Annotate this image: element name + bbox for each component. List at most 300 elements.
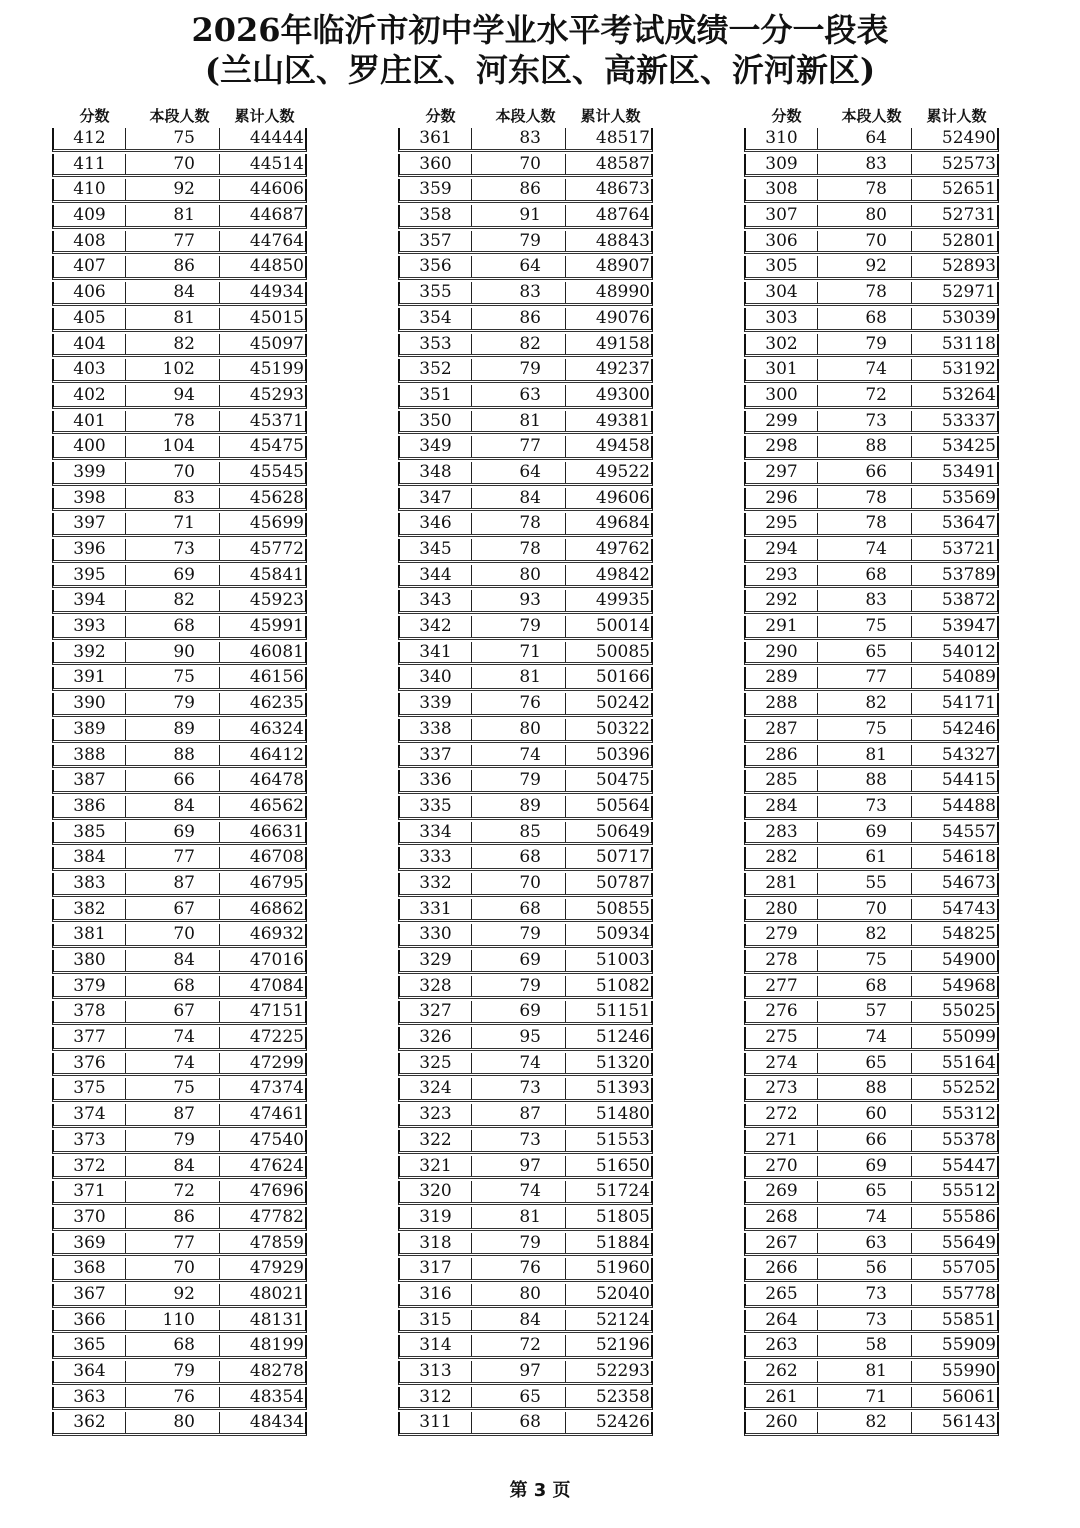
table-row [398, 1207, 653, 1231]
segment-count-cell: 92 [126, 179, 220, 200]
table-row [52, 1078, 307, 1102]
segment-count-cell: 74 [818, 539, 912, 560]
cumulative-count-cell: 52490 [941, 128, 996, 148]
table-row [744, 179, 999, 203]
segment-count-cell: 94 [126, 385, 220, 406]
table-row [398, 308, 653, 332]
score-cell: 343 [400, 590, 472, 611]
score-cell: 393 [54, 616, 126, 637]
score-cell: 292 [746, 590, 818, 611]
cumulative-count-cell: 54557 [941, 821, 996, 842]
table-row [398, 205, 653, 229]
cumulative-count-cell: 48021 [249, 1283, 304, 1304]
table-row [52, 1130, 307, 1154]
segment-count-cell: 66 [818, 1130, 912, 1151]
cumulative-count-cell: 45923 [249, 590, 304, 611]
cumulative-count-cell: 51553 [595, 1129, 650, 1150]
segment-count-cell: 68 [818, 565, 912, 586]
table-row [744, 488, 999, 512]
score-cell: 314 [400, 1335, 472, 1356]
cumulative-count-cell: 53192 [941, 359, 996, 380]
score-cell: 323 [400, 1104, 472, 1125]
cumulative-count-cell: 46795 [249, 872, 304, 893]
score-cell: 269 [746, 1181, 818, 1202]
score-cell: 308 [746, 179, 818, 200]
score-cell: 385 [54, 822, 126, 843]
table-row [744, 1335, 999, 1359]
score-cell: 364 [54, 1361, 126, 1382]
segment-count-cell: 81 [472, 667, 566, 688]
segment-count-cell: 69 [472, 1001, 566, 1022]
table-row [52, 334, 307, 358]
score-cell: 303 [746, 308, 818, 329]
score-cell: 328 [400, 976, 472, 997]
segment-count-cell: 82 [126, 334, 220, 355]
page-title: 2026年临沂市初中学业水平考试成绩一分一段表 [191, 11, 889, 49]
cumulative-count-cell: 46708 [249, 847, 304, 868]
segment-count-cell: 70 [126, 462, 220, 483]
score-cell: 300 [746, 385, 818, 406]
cumulative-count-cell: 48517 [595, 128, 650, 148]
segment-count-cell: 97 [472, 1156, 566, 1177]
table-row [52, 1258, 307, 1282]
score-cell: 321 [400, 1156, 472, 1177]
table-row [398, 1310, 653, 1334]
score-cell: 356 [400, 256, 472, 277]
cumulative-count-cell: 46081 [249, 641, 304, 662]
cumulative-count-cell: 51960 [595, 1258, 650, 1279]
cumulative-count-cell: 51320 [595, 1052, 650, 1073]
table-row [398, 179, 653, 203]
segment-count-cell: 70 [472, 154, 566, 175]
score-cell: 338 [400, 719, 472, 740]
cumulative-count-cell: 47151 [249, 1001, 304, 1022]
score-cell: 379 [54, 976, 126, 997]
score-cell: 268 [746, 1207, 818, 1228]
segment-count-cell: 57 [818, 1001, 912, 1022]
cumulative-count-cell: 45991 [249, 616, 304, 637]
score-cell: 368 [54, 1258, 126, 1279]
cumulative-count-cell: 47461 [249, 1104, 304, 1125]
score-cell: 270 [746, 1156, 818, 1177]
score-cell: 376 [54, 1053, 126, 1074]
cumulative-count-cell: 51650 [595, 1155, 650, 1176]
cumulative-count-cell: 51805 [595, 1206, 650, 1227]
segment-count-cell: 89 [472, 796, 566, 817]
table-row [398, 1053, 653, 1077]
score-cell: 284 [746, 796, 818, 817]
cumulative-count-cell: 44444 [249, 128, 304, 148]
segment-count-cell: 79 [818, 334, 912, 355]
segment-count-cell: 69 [472, 950, 566, 971]
segment-count-cell: 74 [126, 1053, 220, 1074]
segment-count-cell: 77 [126, 1233, 220, 1254]
table-row [52, 1156, 307, 1180]
segment-count-cell: 72 [818, 385, 912, 406]
header-segment-count: 本段人数 [495, 106, 556, 125]
score-cell: 302 [746, 334, 818, 355]
segment-count-cell: 65 [818, 642, 912, 663]
cumulative-count-cell: 54673 [941, 872, 996, 893]
score-cell: 405 [54, 308, 126, 329]
table-row [744, 385, 999, 409]
score-cell: 275 [746, 1027, 818, 1048]
score-cell: 402 [54, 385, 126, 406]
segment-count-cell: 74 [818, 359, 912, 380]
table-row [398, 1156, 653, 1180]
segment-count-cell: 79 [472, 924, 566, 945]
table-row [52, 1361, 307, 1385]
table-row [744, 822, 999, 846]
cumulative-count-cell: 47624 [249, 1155, 304, 1176]
cumulative-count-cell: 45199 [249, 359, 304, 380]
segment-count-cell: 79 [472, 770, 566, 791]
table-row [398, 770, 653, 794]
score-cell: 348 [400, 462, 472, 483]
table-row [744, 1027, 999, 1051]
score-cell: 388 [54, 745, 126, 766]
table-row [398, 745, 653, 769]
score-cell: 342 [400, 616, 472, 637]
score-cell: 298 [746, 436, 818, 457]
score-cell: 349 [400, 436, 472, 457]
segment-count-cell: 73 [818, 1310, 912, 1331]
cumulative-count-cell: 56061 [941, 1386, 996, 1407]
score-cell: 317 [400, 1258, 472, 1279]
cumulative-count-cell: 55099 [941, 1027, 996, 1048]
table-row [398, 1078, 653, 1102]
segment-count-cell: 64 [818, 128, 912, 149]
cumulative-count-cell: 53039 [941, 307, 996, 328]
segment-count-cell: 84 [472, 488, 566, 509]
score-cell: 354 [400, 308, 472, 329]
cumulative-count-cell: 52573 [941, 153, 996, 174]
score-cell: 266 [746, 1258, 818, 1279]
cumulative-count-cell: 55252 [941, 1078, 996, 1099]
table-row [52, 462, 307, 486]
cumulative-count-cell: 49300 [595, 384, 650, 405]
cumulative-count-cell: 50649 [595, 821, 650, 842]
cumulative-count-cell: 52358 [595, 1386, 650, 1407]
score-table-column-1 [52, 104, 307, 1436]
cumulative-count-cell: 47299 [249, 1052, 304, 1073]
table-row [744, 513, 999, 537]
score-cell: 324 [400, 1078, 472, 1099]
segment-count-cell: 82 [818, 1412, 912, 1433]
score-cell: 383 [54, 873, 126, 894]
table-row [398, 976, 653, 1000]
table-row [52, 411, 307, 435]
segment-count-cell: 78 [126, 411, 220, 432]
score-cell: 294 [746, 539, 818, 560]
cumulative-count-cell: 44514 [249, 153, 304, 174]
segment-count-cell: 91 [472, 205, 566, 226]
segment-count-cell: 66 [818, 462, 912, 483]
table-row [744, 1078, 999, 1102]
table-row [744, 436, 999, 460]
segment-count-cell: 74 [472, 1053, 566, 1074]
score-cell: 290 [746, 642, 818, 663]
score-cell: 285 [746, 770, 818, 791]
table-row [744, 616, 999, 640]
segment-count-cell: 87 [126, 873, 220, 894]
segment-count-cell: 84 [126, 1156, 220, 1177]
table-row [744, 976, 999, 1000]
segment-count-cell: 77 [126, 231, 220, 252]
table-row [398, 1104, 653, 1128]
table-row [744, 1181, 999, 1205]
segment-count-cell: 84 [126, 282, 220, 303]
segment-count-cell: 87 [472, 1104, 566, 1125]
table-row [744, 334, 999, 358]
table-row [52, 873, 307, 897]
segment-count-cell: 67 [126, 899, 220, 920]
segment-count-cell: 83 [126, 488, 220, 509]
segment-count-cell: 82 [126, 590, 220, 611]
cumulative-count-cell: 54089 [941, 667, 996, 688]
cumulative-count-cell: 53789 [941, 564, 996, 585]
segment-count-cell: 64 [472, 256, 566, 277]
table-row [52, 899, 307, 923]
segment-count-cell: 78 [818, 282, 912, 303]
score-cell: 387 [54, 770, 126, 791]
score-cell: 283 [746, 822, 818, 843]
score-cell: 325 [400, 1053, 472, 1074]
segment-count-cell: 74 [472, 745, 566, 766]
cumulative-count-cell: 56143 [941, 1412, 996, 1433]
score-cell: 311 [400, 1412, 472, 1433]
segment-count-cell: 65 [818, 1053, 912, 1074]
table-row [744, 1130, 999, 1154]
score-cell: 286 [746, 745, 818, 766]
segment-count-cell: 84 [126, 796, 220, 817]
score-cell: 359 [400, 179, 472, 200]
segment-count-cell: 74 [126, 1027, 220, 1048]
score-cell: 327 [400, 1001, 472, 1022]
cumulative-count-cell: 50787 [595, 872, 650, 893]
cumulative-count-cell: 46478 [249, 770, 304, 791]
segment-count-cell: 63 [818, 1233, 912, 1254]
segment-count-cell: 78 [818, 179, 912, 200]
score-cell: 281 [746, 873, 818, 894]
cumulative-count-cell: 52731 [941, 205, 996, 226]
score-cell: 320 [400, 1181, 472, 1202]
score-cell: 267 [746, 1233, 818, 1254]
table-row [744, 847, 999, 871]
table-row [398, 385, 653, 409]
segment-count-cell: 73 [472, 1078, 566, 1099]
cumulative-count-cell: 52196 [595, 1335, 650, 1356]
table-row [52, 308, 307, 332]
score-cell: 396 [54, 539, 126, 560]
segment-count-cell: 75 [126, 667, 220, 688]
score-cell: 261 [746, 1387, 818, 1408]
score-cell: 305 [746, 256, 818, 277]
cumulative-count-cell: 55851 [941, 1309, 996, 1330]
table-row [744, 1156, 999, 1180]
score-cell: 407 [54, 256, 126, 277]
segment-count-cell: 55 [818, 873, 912, 894]
segment-count-cell: 81 [472, 1207, 566, 1228]
table-row [744, 231, 999, 255]
cumulative-count-cell: 49935 [595, 590, 650, 611]
table-row [744, 667, 999, 691]
segment-count-cell: 80 [818, 205, 912, 226]
score-cell: 399 [54, 462, 126, 483]
table-row [52, 436, 307, 460]
table-row [744, 950, 999, 974]
cumulative-count-cell: 45097 [249, 333, 304, 354]
score-cell: 394 [54, 590, 126, 611]
table-row [398, 1335, 653, 1359]
score-cell: 336 [400, 770, 472, 791]
table-row [52, 1053, 307, 1077]
table-row [744, 1104, 999, 1128]
segment-count-cell: 84 [126, 950, 220, 971]
score-cell: 310 [746, 128, 818, 149]
cumulative-count-cell: 55512 [941, 1181, 996, 1202]
table-row [744, 205, 999, 229]
table-row [744, 256, 999, 280]
table-row [52, 385, 307, 409]
table-row [52, 1387, 307, 1411]
table-row [52, 693, 307, 717]
segment-count-cell: 79 [126, 1130, 220, 1151]
table-row [398, 1258, 653, 1282]
table-row [744, 899, 999, 923]
segment-count-cell: 60 [818, 1104, 912, 1125]
cumulative-count-cell: 55378 [941, 1129, 996, 1150]
score-cell: 276 [746, 1001, 818, 1022]
cumulative-count-cell: 45772 [249, 539, 304, 559]
cumulative-count-cell: 45699 [249, 513, 304, 534]
cumulative-count-cell: 52651 [941, 179, 996, 200]
table-row [744, 411, 999, 435]
segment-count-cell: 71 [472, 642, 566, 663]
segment-count-cell: 86 [472, 179, 566, 200]
segment-count-cell: 83 [472, 128, 566, 149]
segment-count-cell: 81 [818, 1361, 912, 1382]
segment-count-cell: 70 [126, 1258, 220, 1279]
score-cell: 260 [746, 1412, 818, 1433]
table-row [52, 1207, 307, 1231]
score-cell: 291 [746, 616, 818, 637]
cumulative-count-cell: 48131 [249, 1309, 304, 1330]
segment-count-cell: 80 [472, 565, 566, 586]
segment-count-cell: 77 [126, 847, 220, 868]
cumulative-count-cell: 53264 [941, 384, 996, 405]
cumulative-count-cell: 51003 [595, 950, 650, 970]
cumulative-count-cell: 55447 [941, 1155, 996, 1176]
table-row [744, 154, 999, 178]
table-row [744, 642, 999, 666]
segment-count-cell: 68 [126, 976, 220, 997]
table-row [52, 565, 307, 589]
score-cell: 274 [746, 1053, 818, 1074]
score-cell: 307 [746, 205, 818, 226]
score-cell: 378 [54, 1001, 126, 1022]
table-row [398, 436, 653, 460]
score-cell: 409 [54, 205, 126, 226]
cumulative-count-cell: 51724 [595, 1181, 650, 1202]
score-cell: 392 [54, 642, 126, 663]
segment-count-cell: 85 [472, 822, 566, 843]
score-cell: 352 [400, 359, 472, 380]
score-cell: 280 [746, 899, 818, 920]
score-cell: 382 [54, 899, 126, 920]
segment-count-cell: 97 [472, 1361, 566, 1382]
segment-count-cell: 73 [818, 796, 912, 817]
segment-count-cell: 70 [818, 231, 912, 252]
cumulative-count-cell: 53721 [941, 539, 996, 559]
table-row [52, 1181, 307, 1205]
cumulative-count-cell: 51480 [595, 1104, 650, 1125]
cumulative-count-cell: 44687 [249, 205, 304, 226]
table-row [398, 462, 653, 486]
score-cell: 299 [746, 411, 818, 432]
segment-count-cell: 84 [472, 1310, 566, 1331]
score-cell: 412 [54, 128, 126, 149]
cumulative-count-cell: 52426 [595, 1412, 650, 1433]
table-row [744, 359, 999, 383]
cumulative-count-cell: 47225 [249, 1027, 304, 1048]
segment-count-cell: 89 [126, 719, 220, 740]
cumulative-count-cell: 55649 [941, 1232, 996, 1253]
segment-count-cell: 110 [126, 1310, 220, 1331]
table-row [52, 154, 307, 178]
table-row [398, 334, 653, 358]
cumulative-count-cell: 53425 [941, 436, 996, 457]
cumulative-count-cell: 46932 [249, 924, 304, 945]
segment-count-cell: 90 [126, 642, 220, 663]
cumulative-count-cell: 53337 [941, 410, 996, 431]
cumulative-count-cell: 50322 [595, 718, 650, 739]
table-row [52, 796, 307, 820]
table-row [744, 1053, 999, 1077]
cumulative-count-cell: 50396 [595, 744, 650, 765]
cumulative-count-cell: 47374 [249, 1078, 304, 1099]
table-row [398, 1027, 653, 1051]
cumulative-count-cell: 51246 [595, 1027, 650, 1048]
score-cell: 263 [746, 1335, 818, 1356]
table-row [398, 899, 653, 923]
table-row [52, 282, 307, 306]
segment-count-cell: 81 [126, 205, 220, 226]
score-cell: 288 [746, 693, 818, 714]
score-cell: 350 [400, 411, 472, 432]
cumulative-count-cell: 54246 [941, 718, 996, 739]
table-row [52, 231, 307, 255]
table-row [52, 950, 307, 974]
score-cell: 331 [400, 899, 472, 920]
score-cell: 322 [400, 1130, 472, 1151]
table-row [744, 719, 999, 743]
table-row [52, 1284, 307, 1308]
cumulative-count-cell: 46631 [249, 821, 304, 842]
cumulative-count-cell: 55586 [941, 1206, 996, 1227]
score-cell: 296 [746, 488, 818, 509]
table-row [398, 231, 653, 255]
segment-count-cell: 88 [818, 1078, 912, 1099]
segment-count-cell: 86 [126, 256, 220, 277]
header-segment-count: 本段人数 [841, 106, 902, 125]
table-row [398, 539, 653, 563]
segment-count-cell: 71 [818, 1387, 912, 1408]
page-subtitle: (兰山区、罗庄区、河东区、高新区、沂河新区) [204, 51, 876, 89]
cumulative-count-cell: 53569 [941, 487, 996, 508]
cumulative-count-cell: 48434 [249, 1412, 304, 1433]
cumulative-count-cell: 48354 [249, 1386, 304, 1407]
